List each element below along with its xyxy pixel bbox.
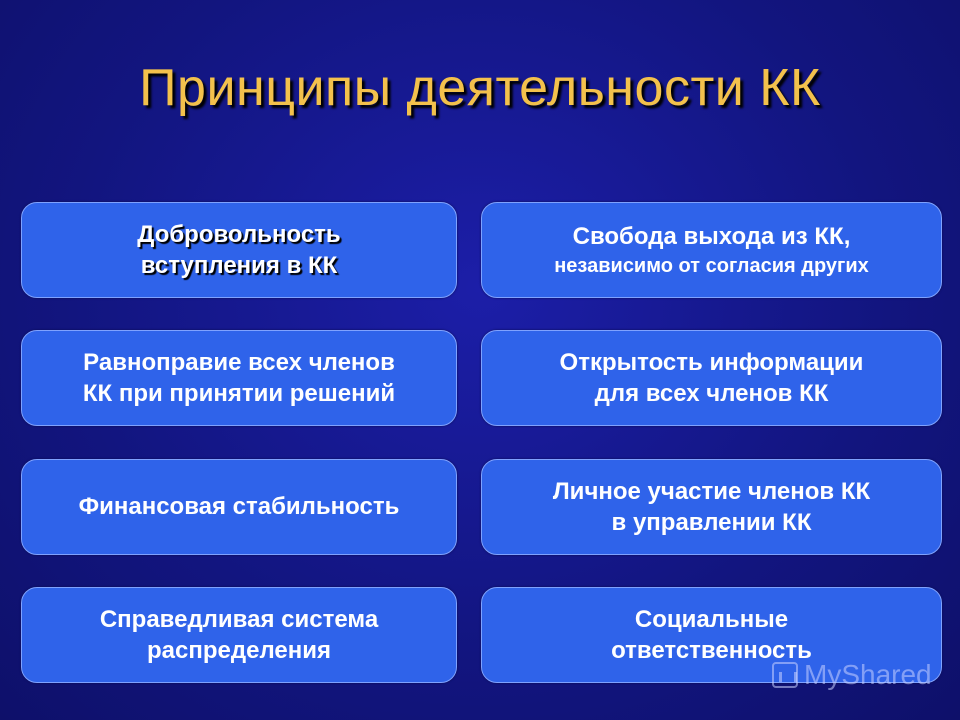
principle-line: Свобода выхода из КК, [572, 223, 851, 251]
principle-personal-participation [481, 459, 942, 555]
presentation-icon [772, 662, 798, 688]
watermark-text: MyShared [804, 659, 932, 690]
slide-title: Принципы деятельности КК [139, 59, 821, 117]
principle-openness [481, 330, 942, 426]
principle-line: Равноправие всех членов [83, 348, 395, 376]
principle-line: распределения [147, 637, 331, 664]
principle-fair-distribution [21, 587, 457, 683]
principle-line: Добровольность [137, 220, 341, 248]
principle-line: Социальные [634, 605, 789, 633]
principle-exit-freedom [481, 202, 942, 298]
principle-line: ответственность [611, 637, 812, 664]
principle-line: КК при принятии решений [82, 380, 396, 407]
principle-line: Личное участие членов КК [552, 477, 871, 505]
principle-line: вступления в КК [140, 252, 338, 279]
principle-voluntary-entry [21, 202, 457, 298]
principle-line: в управлении КК [611, 509, 812, 536]
watermark [772, 659, 932, 691]
principle-line: независимо от согласия других [554, 254, 869, 277]
principle-equality [21, 330, 457, 426]
principle-line: для всех членов КК [594, 380, 829, 407]
principle-financial-stability [21, 459, 457, 555]
principle-line: Справедливая система [99, 605, 379, 633]
principle-line: Финансовая стабильность [78, 493, 400, 521]
principle-line: Открытость информации [559, 348, 864, 376]
